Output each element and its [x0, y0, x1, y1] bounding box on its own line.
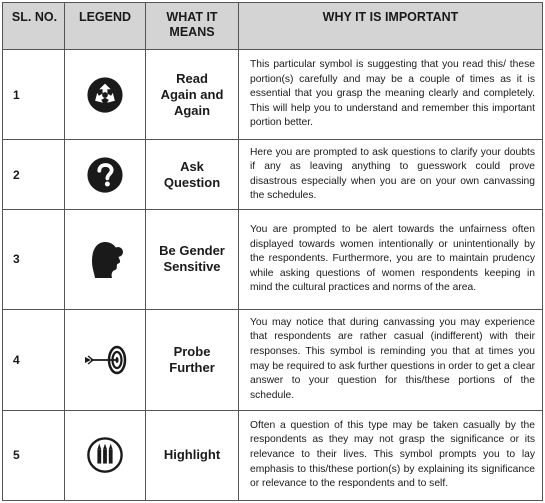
table-row	[3, 309, 543, 410]
header-legend: LEGEND	[65, 3, 146, 50]
why-cell: You are prompted to be alert towards the unfairness often displayed towards women intentionally or unintentionally by the respondents. Furthermore, you are to maintain prudency while asking questions of women respondents keeping in mind the cultural practices and norms of the area.	[239, 210, 543, 309]
question-mark-icon	[86, 156, 124, 194]
row-number: 2	[3, 140, 65, 210]
meaning-cell	[146, 50, 239, 140]
table-row	[3, 410, 543, 500]
meaning-cell	[146, 210, 239, 309]
why-cell: Often a question of this type may be taken casually by the respondents as they may not grasp the significance or its relevance to their lives. This symbol prompts you to lay emphasis to this/these portion(s) by explaining its significance or relevance to the respondents and to self.	[239, 410, 543, 500]
why-cell: You may notice that during canvassing you may experience that respondents are rather casual (indifferent) with their responses. This symbol is reminding you that at times you may be required to ask further questions in order to get a clear answer to your question for this/these portions of the schedule.	[239, 309, 543, 410]
legend-cell	[65, 140, 146, 210]
header-slno: SL. NO.	[3, 3, 65, 50]
meaning-text: Read Again and Again	[160, 70, 224, 118]
legend-cell	[65, 410, 146, 500]
meaning-text: Probe Further	[169, 343, 215, 375]
legend-cell	[65, 309, 146, 410]
header-meaning-line1: WHAT IT	[166, 10, 218, 24]
meaning-text: Be Gender Sensitive	[159, 243, 225, 275]
target-arrow-icon	[83, 345, 127, 375]
legend-table	[2, 2, 543, 501]
header-why: WHY IT IS IMPORTANT	[239, 3, 543, 50]
header-row	[3, 3, 543, 50]
meaning-cell	[146, 309, 239, 410]
table-row	[3, 140, 543, 210]
meaning-text: Highlight	[163, 447, 221, 463]
table-row	[3, 210, 543, 309]
row-number: 3	[3, 210, 65, 309]
meaning-cell	[146, 140, 239, 210]
legend-cell	[65, 210, 146, 309]
why-cell: This particular symbol is suggesting that you read this/ these portion(s) carefully and may be a couple of times as it is essential that you grasp the meaning clearly and completely. This will help you to understand and remember this important portion better.	[239, 50, 543, 140]
legend-cell	[65, 50, 146, 140]
highlighters-icon	[86, 436, 124, 474]
row-number: 4	[3, 309, 65, 410]
why-cell: Here you are prompted to ask questions to clarify your doubts if any as leaving anything to guesswork could prove disastrous especially when you are on your own canvassing the schedules.	[239, 140, 543, 210]
header-meaning-line2: MEANS	[169, 25, 215, 39]
meaning-cell	[146, 410, 239, 500]
row-number: 5	[3, 410, 65, 500]
header-meaning	[146, 3, 239, 50]
woman-head-icon	[85, 237, 125, 281]
recycle-arrows-icon	[86, 76, 124, 114]
row-number: 1	[3, 50, 65, 140]
table-row	[3, 50, 543, 140]
meaning-text: Ask Question	[163, 158, 221, 190]
